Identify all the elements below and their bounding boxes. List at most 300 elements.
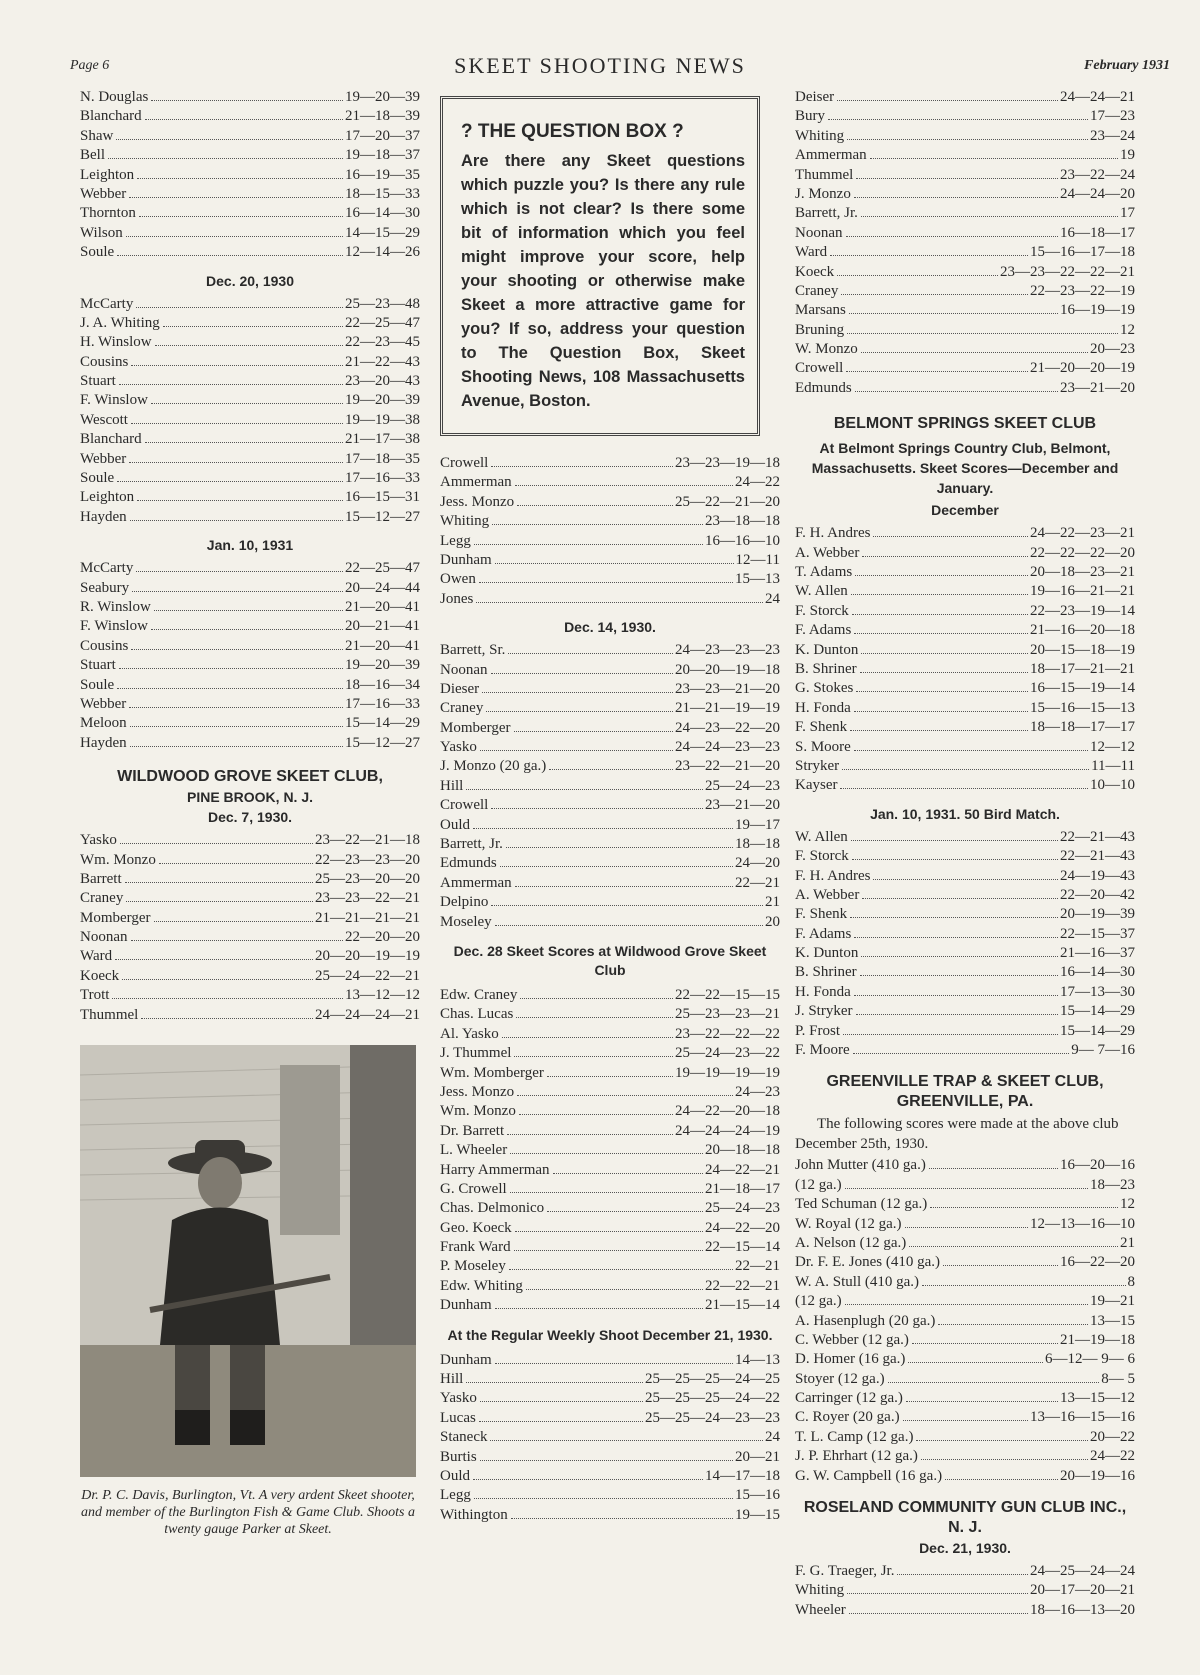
- shooter-name: F. G. Traeger, Jr.: [795, 1563, 895, 1580]
- shooter-score: 15—14—29: [345, 715, 420, 732]
- score-list-dec7: [80, 831, 420, 1025]
- club-intro-greenville: The following scores were made at the above club December 25th, 1930.: [795, 1116, 1119, 1153]
- shooter-name: Edw. Craney: [440, 986, 518, 1003]
- shooter-name: D. Homer (16 ga.): [795, 1351, 906, 1368]
- shooter-name: Legg: [440, 532, 471, 549]
- dot-leader: [480, 1401, 643, 1402]
- shooter-name: Soule: [80, 470, 115, 487]
- shooter-name: Owen: [440, 571, 476, 588]
- shooter-score: 12—14—26: [345, 244, 420, 261]
- score-row: [440, 590, 780, 609]
- shooter-score: 24—25—24—24: [1030, 1563, 1135, 1580]
- score-row: [795, 776, 1135, 795]
- shooter-name: K. Dunton: [795, 945, 859, 962]
- dot-leader: [843, 1034, 1058, 1035]
- score-row: [440, 641, 780, 660]
- shooter-score: 18—18: [735, 836, 780, 853]
- score-row: [795, 1370, 1135, 1389]
- score-row: [795, 379, 1135, 398]
- score-row: [440, 854, 780, 873]
- score-row: [80, 295, 420, 314]
- shooter-name: Wilson: [80, 224, 123, 241]
- dot-leader: [861, 653, 1028, 654]
- dot-leader: [126, 236, 343, 237]
- score-row: [440, 1161, 780, 1180]
- shooter-name: F. Shenk: [795, 719, 848, 736]
- score-row: [80, 333, 420, 352]
- shooter-name: Whiting: [440, 513, 490, 530]
- shooter-name: Chas. Lucas: [440, 1006, 514, 1023]
- shooter-name: Wm. Momberger: [440, 1064, 544, 1081]
- shooter-name: Thornton: [80, 205, 136, 222]
- shooter-score: 21—21—21—21: [315, 909, 420, 926]
- score-row: [795, 1195, 1135, 1214]
- shooter-name: Ted Schuman (12 ga.): [795, 1196, 928, 1213]
- shooter-score: 24—22—21: [705, 1161, 780, 1178]
- dot-leader: [854, 633, 1028, 634]
- score-row: [795, 243, 1135, 262]
- dot-leader: [141, 1018, 313, 1019]
- shooter-name: Craney: [80, 890, 124, 907]
- score-row: [440, 1370, 780, 1389]
- dot-leader: [145, 119, 343, 120]
- score-row: [80, 559, 420, 578]
- score-row: [80, 146, 420, 165]
- shooter-score: 22—20—20: [345, 929, 420, 946]
- shooter-name: F. Storck: [795, 602, 849, 619]
- dot-leader: [847, 139, 1088, 140]
- shooter-name: A. Webber: [795, 544, 860, 561]
- dot-leader: [908, 1362, 1043, 1363]
- score-row: [795, 1428, 1135, 1447]
- score-row: [440, 680, 780, 699]
- dot-leader: [912, 1343, 1058, 1344]
- dot-leader: [130, 726, 343, 727]
- dot-leader: [131, 365, 343, 366]
- score-row: [795, 1156, 1135, 1175]
- shooter-score: 16—15—31: [345, 489, 420, 506]
- shooter-score: 19—16—21—21: [1030, 583, 1135, 600]
- dot-leader: [466, 789, 703, 790]
- dot-leader: [500, 866, 733, 867]
- shooter-score: 16—22—20: [1060, 1254, 1135, 1271]
- shooter-name: Thummel: [80, 1006, 139, 1023]
- shooter-name: (12 ga.): [795, 1176, 842, 1193]
- dot-leader: [139, 216, 343, 217]
- dot-leader: [849, 313, 1058, 314]
- shooter-score: 22—23—45: [345, 334, 420, 351]
- column-left: [80, 88, 420, 1538]
- score-row: [795, 1215, 1135, 1234]
- dot-leader: [862, 556, 1028, 557]
- dot-leader: [856, 691, 1028, 692]
- shooter-score: 24—23—23—23: [675, 642, 780, 659]
- shooter-score: 24: [765, 1429, 780, 1446]
- score-row: [795, 544, 1135, 563]
- shooter-name: Blanchard: [80, 108, 142, 125]
- dot-leader: [830, 255, 1028, 256]
- shooter-name: W. Monzo: [795, 341, 858, 358]
- dot-leader: [515, 485, 733, 486]
- shooter-score: 23—23—19—18: [675, 455, 780, 471]
- dot-leader: [515, 1231, 703, 1232]
- shooter-score: 16—15—19—14: [1030, 680, 1135, 697]
- shooter-name: Geo. Koeck: [440, 1219, 512, 1236]
- score-row: [440, 1486, 780, 1505]
- dot-leader: [514, 1056, 673, 1057]
- dot-leader: [510, 1153, 703, 1154]
- score-row: [795, 88, 1135, 107]
- club-title-roseland: ROSELAND COMMUNITY GUN CLUB INC., N. J.: [803, 1499, 1127, 1537]
- shooter-name: B. Shriner: [795, 964, 857, 981]
- dot-leader: [850, 917, 1058, 918]
- dot-leader: [930, 1207, 1118, 1208]
- shooter-name: Stuart: [80, 657, 116, 674]
- dot-leader: [854, 995, 1058, 996]
- dot-leader: [137, 500, 343, 501]
- shooter-name: F. H. Andres: [795, 867, 871, 884]
- shooter-name: Meloon: [80, 715, 127, 732]
- shooter-score: 21—20—41: [345, 598, 420, 615]
- shooter-score: 6—12— 9— 6: [1045, 1351, 1135, 1368]
- dot-leader: [517, 1095, 733, 1096]
- shooter-score: 21—17—38: [345, 431, 420, 448]
- club-title-belmont: BELMONT SPRINGS SKEET CLUB: [833, 415, 1097, 433]
- dot-leader: [486, 711, 673, 712]
- score-row: [80, 185, 420, 204]
- score-row: [80, 469, 420, 488]
- dot-leader: [852, 859, 1058, 860]
- score-row: [80, 391, 420, 410]
- shooter-score: 24—19—43: [1060, 867, 1135, 884]
- score-row: [80, 508, 420, 527]
- shooter-name: J. Monzo (20 ga.): [440, 758, 547, 775]
- score-row: [80, 204, 420, 223]
- shooter-score: 19—20—39: [345, 392, 420, 409]
- club-intro-belmont: At Belmont Springs Country Club, Belmont, Massachusetts. Skeet Scores—December and January.: [811, 440, 1119, 497]
- shooter-score: 22—22—22—20: [1030, 544, 1135, 561]
- dot-leader: [840, 788, 1088, 789]
- shooter-score: 17—18—35: [345, 450, 420, 467]
- shooter-score: 13—12—12: [345, 987, 420, 1004]
- score-row: [80, 734, 420, 753]
- shooter-name: Wescott: [80, 411, 128, 428]
- shooter-score: 18—23: [1090, 1176, 1135, 1193]
- dot-leader: [856, 1014, 1059, 1015]
- shooter-score: 16—20—16: [1060, 1157, 1135, 1174]
- shooter-score: 25—24—23: [705, 1200, 780, 1217]
- dot-leader: [131, 649, 343, 650]
- dot-leader: [122, 979, 313, 980]
- score-row: [795, 699, 1135, 718]
- score-row: [440, 777, 780, 796]
- score-row: [80, 450, 420, 469]
- shooter-score: 21—15—14: [705, 1297, 780, 1314]
- score-row: [440, 796, 780, 815]
- score-row: [440, 816, 780, 835]
- score-row: [80, 656, 420, 675]
- shooter-score: 19—18—37: [345, 147, 420, 164]
- dot-leader: [855, 575, 1028, 576]
- score-row: [795, 660, 1135, 679]
- shooter-score: 24: [765, 590, 780, 607]
- shooter-name: Jess. Monzo: [440, 1083, 515, 1100]
- dot-leader: [860, 975, 1058, 976]
- shooter-name: H. Winslow: [80, 334, 152, 351]
- score-row: [440, 699, 780, 718]
- score-row: [795, 886, 1135, 905]
- dot-leader: [117, 481, 343, 482]
- dot-leader: [136, 571, 343, 572]
- shooter-score: 22—23—23—20: [315, 851, 420, 868]
- section-heading-jan10-match: Jan. 10, 1931. 50 Bird Match.: [870, 805, 1060, 822]
- shooter-name: G. W. Campbell (16 ga.): [795, 1467, 943, 1484]
- score-row: [80, 831, 420, 850]
- dot-leader: [492, 524, 703, 525]
- shooter-score: 23—22—21—18: [315, 832, 420, 849]
- score-row: [795, 166, 1135, 185]
- score-row: [795, 524, 1135, 543]
- score-row: [80, 127, 420, 146]
- shooter-score: 12: [1120, 1196, 1135, 1213]
- score-row: [795, 282, 1135, 301]
- shooter-name: F. Shenk: [795, 906, 848, 923]
- shooter-name: Seabury: [80, 579, 130, 596]
- score-row: [795, 757, 1135, 776]
- dot-leader: [480, 1460, 733, 1461]
- shooter-score: 15—12—27: [345, 734, 420, 751]
- shooter-name: Deiser: [795, 89, 835, 105]
- dot-leader: [549, 769, 673, 770]
- shooter-name: Webber: [80, 185, 127, 202]
- score-row: [795, 679, 1135, 698]
- shooter-name: Soule: [80, 676, 115, 693]
- shooter-score: 21—19—18: [1060, 1331, 1135, 1348]
- shooter-name: Crowell: [795, 360, 844, 377]
- score-row: [440, 1409, 780, 1428]
- shooter-name: Momberger: [440, 719, 511, 736]
- score-row: [440, 570, 780, 589]
- score-row: [80, 928, 420, 947]
- dot-leader: [861, 216, 1118, 217]
- shooter-score: 24—22: [1090, 1448, 1135, 1465]
- dot-leader: [509, 1269, 733, 1270]
- shooter-name: Ould: [440, 816, 470, 833]
- dot-leader: [547, 1076, 673, 1077]
- shooter-score: 23—21—20: [705, 797, 780, 814]
- dot-leader: [495, 563, 734, 564]
- dot-leader: [151, 629, 343, 630]
- dot-leader: [131, 423, 343, 424]
- shooter-score: 16—16—10: [705, 532, 780, 549]
- shooter-name: Marsans: [795, 302, 846, 319]
- score-row: [80, 488, 420, 507]
- shooter-score: 20—17—20—21: [1030, 1582, 1135, 1599]
- score-row: [795, 1253, 1135, 1272]
- score-row: [440, 913, 780, 932]
- score-row: [795, 944, 1135, 963]
- shooter-name: Blanchard: [80, 431, 142, 448]
- score-row: [440, 1389, 780, 1408]
- score-row: [440, 1257, 780, 1276]
- dot-leader: [861, 956, 1058, 957]
- score-row: [795, 301, 1135, 320]
- shooter-score: 19—17: [735, 816, 780, 833]
- dot-leader: [491, 466, 673, 467]
- score-list-roseland: [795, 1562, 1135, 1620]
- shooter-name: Hayden: [80, 508, 127, 525]
- score-row: [440, 1064, 780, 1083]
- shooter-name: Carringer (12 ga.): [795, 1390, 903, 1407]
- score-row: [795, 905, 1135, 924]
- shooter-score: 24—24—20: [1060, 185, 1135, 202]
- shooter-name: F. H. Andres: [795, 525, 871, 542]
- shooter-name: P. Frost: [795, 1022, 841, 1039]
- section-heading-dec7: Dec. 7, 1930.: [207, 809, 293, 826]
- shooter-name: Koeck: [795, 263, 835, 280]
- score-row: [80, 617, 420, 636]
- shooter-name: McCarty: [80, 295, 134, 312]
- score-row: [440, 1448, 780, 1467]
- shooter-score: 21—18—39: [345, 108, 420, 125]
- shooter-score: 20—23: [1090, 341, 1135, 358]
- dot-leader: [516, 1017, 673, 1018]
- dot-leader: [112, 998, 343, 999]
- shooter-score: 14—17—18: [705, 1467, 780, 1484]
- photo-illustration: [80, 1045, 416, 1477]
- score-row: [795, 1176, 1135, 1195]
- dot-leader: [129, 197, 343, 198]
- shooter-name: Dunham: [440, 1351, 492, 1368]
- shooter-score: 24—22—23—21: [1030, 525, 1135, 542]
- shooter-name: Bury: [795, 108, 825, 125]
- dot-leader: [495, 925, 763, 926]
- shooter-score: 22—21—43: [1060, 848, 1135, 865]
- score-row: [795, 602, 1135, 621]
- score-list-right-top: [795, 88, 1135, 398]
- shooter-name: Delpino: [440, 894, 489, 911]
- section-heading-december: December: [931, 502, 999, 519]
- shooter-score: 25—23—20—20: [315, 870, 420, 887]
- score-row: [440, 493, 780, 512]
- shooter-score: 8: [1127, 1273, 1135, 1290]
- shooter-score: 22—23—22—19: [1030, 282, 1135, 299]
- shooter-score: 24—24—21: [1060, 89, 1135, 105]
- club-title-greenville: GREENVILLE TRAP & SKEET CLUB, GREENVILLE, PA.: [826, 1073, 1104, 1111]
- score-row: [440, 1351, 780, 1370]
- dot-leader: [126, 901, 313, 902]
- score-row: [80, 224, 420, 243]
- shooter-name: Whiting: [795, 1582, 845, 1599]
- dot-leader: [854, 711, 1028, 712]
- dot-leader: [837, 100, 1058, 101]
- shooter-name: S. Moore: [795, 738, 851, 755]
- dot-leader: [842, 769, 1089, 770]
- score-row: [80, 107, 420, 126]
- score-row: [440, 1025, 780, 1044]
- score-row: [795, 107, 1135, 126]
- shooter-name: Staneck: [440, 1429, 488, 1446]
- dot-leader: [517, 505, 673, 506]
- shooter-name: Harry Ammerman: [440, 1161, 550, 1178]
- dot-leader: [511, 1518, 733, 1519]
- score-row: [80, 314, 420, 333]
- shooter-name: Al. Yasko: [440, 1025, 499, 1042]
- score-row: [80, 372, 420, 391]
- shooter-name: Webber: [80, 450, 127, 467]
- shooter-name: (12 ga.): [795, 1293, 842, 1310]
- question-box-title: ? THE QUESTION BOX ?: [461, 121, 684, 142]
- shooter-score: 24—24—24—19: [675, 1122, 780, 1139]
- shooter-score: 15—14—29: [1060, 1022, 1135, 1039]
- dot-leader: [921, 1459, 1088, 1460]
- shooter-score: 24—22: [735, 474, 780, 491]
- score-row: [795, 718, 1135, 737]
- shooter-name: Edmunds: [440, 855, 497, 872]
- shooter-name: W. Allen: [795, 583, 848, 600]
- dot-leader: [125, 882, 313, 883]
- dot-leader: [520, 998, 673, 999]
- dot-leader: [837, 275, 998, 276]
- shooter-name: T. Adams: [795, 564, 853, 581]
- score-row: [440, 454, 780, 473]
- shooter-name: Dr. Barrett: [440, 1122, 505, 1139]
- score-row: [795, 867, 1135, 886]
- score-list-greenville: [795, 1156, 1135, 1486]
- shooter-score: 13—15—12: [1060, 1390, 1135, 1407]
- shooter-name: Ould: [440, 1467, 470, 1484]
- score-row: [795, 359, 1135, 378]
- shooter-score: 18—18—17—17: [1030, 719, 1135, 736]
- shooter-score: 23—24: [1090, 127, 1135, 144]
- dot-leader: [116, 139, 343, 140]
- shooter-name: Barrett, Jr.: [795, 205, 858, 222]
- score-row: [795, 925, 1135, 944]
- score-row: [440, 532, 780, 551]
- shooter-score: 22—21—43: [1060, 828, 1135, 845]
- shooter-score: 22—23—19—14: [1030, 602, 1135, 619]
- shooter-name: Ammerman: [440, 474, 512, 491]
- score-row: [440, 757, 780, 776]
- page-number: Page 6: [70, 58, 110, 73]
- dot-leader: [491, 808, 703, 809]
- shooter-score: 23—23—21—20: [675, 680, 780, 697]
- section-heading-dec14: Dec. 14, 1930.: [564, 619, 656, 636]
- shooter-name: F. Storck: [795, 848, 849, 865]
- shooter-score: 25—25—25—24—25: [645, 1371, 780, 1388]
- score-row: [795, 1467, 1135, 1486]
- shooter-score: 24—24—23—23: [675, 739, 780, 756]
- score-row: [795, 146, 1135, 165]
- dot-leader: [854, 937, 1058, 938]
- shooter-score: 23—23—22—22—21: [1000, 263, 1135, 280]
- shooter-score: 22—22—15—15: [675, 986, 780, 1003]
- score-row: [795, 1292, 1135, 1311]
- score-row: [795, 582, 1135, 601]
- score-row: [795, 1350, 1135, 1369]
- shooter-score: 25—25—25—24—22: [645, 1390, 780, 1407]
- dot-leader: [861, 352, 1088, 353]
- shooter-name: G. Crowell: [440, 1180, 507, 1197]
- shooter-name: Whiting: [795, 127, 845, 144]
- score-list-weekly: [440, 1351, 780, 1526]
- dot-leader: [903, 1420, 1028, 1421]
- dot-leader: [553, 1173, 703, 1174]
- dot-leader: [510, 1192, 703, 1193]
- dot-leader: [828, 119, 1088, 120]
- shooter-score: 25—25—24—23—23: [645, 1409, 780, 1426]
- dot-leader: [495, 1363, 733, 1364]
